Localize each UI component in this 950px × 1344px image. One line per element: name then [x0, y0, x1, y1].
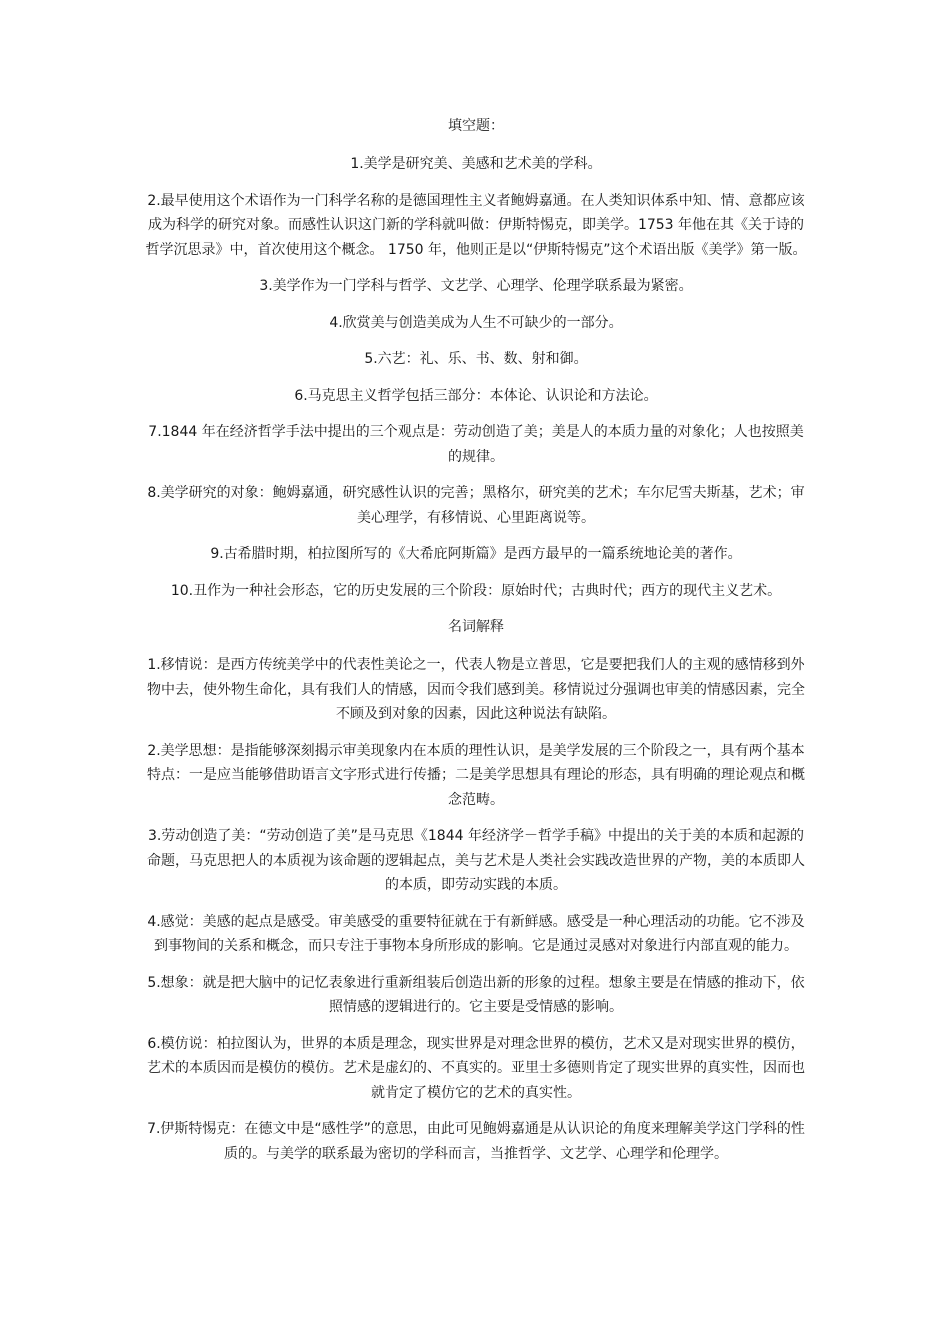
- term-item-2: 2.美学思想：是指能够深刻揭示审美现象内在本质的理性认识，是美学发展的三个阶段之一，具有两个基本特点：一是应当能够借助语言文字形式进行传播；二是美学思想具有理论的形态，具有明确的理论观点和概念范畴。: [147, 742, 805, 808]
- fill-in-item-10: 10.丑作为一种社会形态，它的历史发展的三个阶段：原始时代；古典时代；西方的现代主义艺术。: [170, 582, 782, 599]
- fill-in-item-5: 5.六艺：礼、乐、书、数、射和御。: [364, 351, 588, 367]
- fill-in-item-7: 7.1844 年在经济哲学手法中提出的三个观点是：劳动创造了美；美是人的本质力量的对象化；人也按照美的规律。: [148, 424, 804, 465]
- fill-in-item-9: 9.古希腊时期，柏拉图所写的《大希庇阿斯篇》是西方最早的一篇系统地论美的著作。: [210, 546, 742, 562]
- document-page: [143, 114, 809, 1178]
- fill-in-item-3: 3.美学作为一门学科与哲学、文艺学、心理学、伦理学联系最为紧密。: [259, 278, 693, 294]
- term-item-7: 7.伊斯特惕克：在德文中是“感性学”的意思，由此可见鲍姆嘉通是从认识论的角度来理解美学这门学科的性质的。与美学的联系最为密切的学科而言，当推哲学、文艺学、心理学和伦理学。: [147, 1121, 805, 1162]
- fill-in-item-6: 6.马克思主义哲学包括三部分：本体论、认识论和方法论。: [294, 387, 658, 404]
- fill-in-item-2: 2.最早使用这个术语作为一门科学名称的是德国理性主义者鲍姆嘉通。在人类知识体系中知、情、意都应该成为科学的研究对象。而感性认识这门新的学科就叫做：伊斯特惕克，即美学。1753 年他在其《关于诗的哲学沉思录》中，首次使用这个概念。 1750 年，他则正是以“伊斯特惕克”这个术语出版《美学》第一版。: [145, 192, 807, 258]
- fill-in-item-1: 1.美学是研究美、美感和艺术美的学科。: [350, 156, 602, 172]
- fill-in-item-8: 8.美学研究的对象：鲍姆嘉通，研究感性认识的完善；黑格尔，研究美的艺术；车尔尼雪夫斯基，艺术；审美心理学，有移情说、心里距离说等。: [147, 485, 805, 526]
- term-item-5: 5.想象：就是把大脑中的记忆表象进行重新组装后创造出新的形象的过程。想象主要是在情感的推动下，依照情感的逻辑进行的。它主要是受情感的影响。: [147, 974, 805, 1015]
- term-item-4: 4.感觉：美感的起点是感受。审美感受的重要特征就在于有新鲜感。感受是一种心理活动的功能。它不涉及到事物间的关系和概念，而只专注于事物本身所形成的影响。它是通过灵感对对象进行内部直观的能力。: [147, 913, 805, 954]
- terms-heading: 名词解释: [448, 619, 504, 635]
- term-item-3: 3.劳动创造了美：“劳动创造了美”是马克思《1844 年经济学－哲学手稿》中提出的关于美的本质和起源的命题，马克思把人的本质视为该命题的逻辑起点，美与艺术是人类社会实践改造世界的产物，美的本质即人的本质，即劳动实践的本质。: [147, 828, 805, 893]
- fill-in-item-4: 4.欣赏美与创造美成为人生不可缺少的一部分。: [329, 314, 623, 331]
- term-item-1: 1.移情说：是西方传统美学中的代表性美论之一，代表人物是立普思，它是要把我们人的主观的感情移到外物中去，使外物生命化，具有我们人的情感，因而令我们感到美。移情说过分强调也审美的情感因素，完全不顾及到对象的因素，因此这种说法有缺陷。: [147, 657, 805, 722]
- fill-in-heading: 填空题：: [448, 118, 504, 134]
- term-item-6: 6.模仿说：柏拉图认为，世界的本质是理念，现实世界是对理念世界的模仿，艺术又是对现实世界的模仿，艺术的本质因而是模仿的模仿。艺术是虚幻的、不真实的。亚里士多德则肯定了现实世界的真实性，因而也就肯定了模仿它的艺术的真实性。: [147, 1035, 805, 1101]
